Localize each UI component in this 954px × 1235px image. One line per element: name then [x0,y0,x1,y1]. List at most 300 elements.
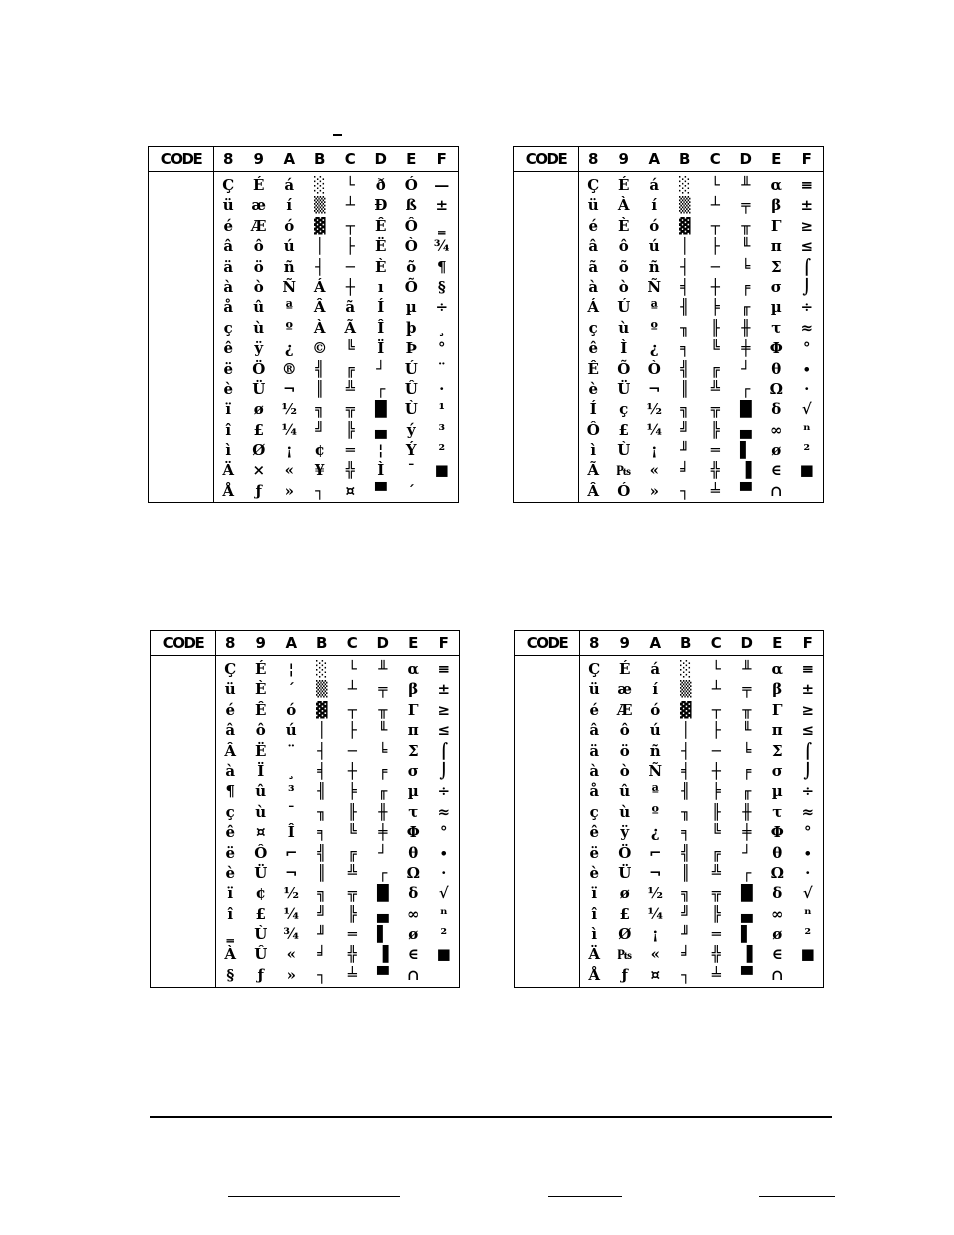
char-cell: ░ [315,660,328,678]
char-cell: ╣ [315,359,325,378]
char-cell: ┴ [347,680,357,699]
char-column [670,175,701,501]
char-cell: ╨ [378,660,388,678]
char-cell: ù [253,318,265,337]
char-cell: ═ [710,441,720,460]
char-cell: ‗ [438,216,446,235]
char-cell: ç [619,400,629,419]
char-column [246,659,277,985]
char-cell: ╝ [680,420,690,439]
col-header: F [438,634,449,652]
char-cell: ╟ [347,802,357,821]
column-headers [215,631,459,655]
char-cell: í [652,680,659,699]
char-cell: ê [589,823,600,842]
char-cell: Ú [617,298,631,317]
char-cell: î [225,420,232,439]
char-cell: ¼ [283,904,300,923]
char-cell: └ [345,176,355,194]
char-cell: Ë [255,741,267,760]
char-cell: ┐ [315,481,325,500]
char-cell: ╕ [317,823,327,842]
char-cell: ║ [315,379,325,398]
col-header: E [408,634,419,652]
char-cell: ª [650,298,658,317]
char-cell: º [650,318,658,337]
char-cell: ▐ [376,945,389,964]
char-cell: ⌡ [802,277,812,296]
char-cell: Â [313,298,326,317]
code-label: CODE [515,631,580,655]
char-cell: ä [223,257,234,276]
char-cell: ¤ [255,823,266,842]
char-cell: Ï [377,339,385,358]
char-cell: î [227,904,234,923]
char-cell: ╩ [345,379,355,398]
char-cell: ■ [436,945,451,964]
char-cell: θ [771,359,782,378]
char-cell: Ë [375,237,387,256]
column-headers [578,147,823,171]
col-header: C [709,150,721,168]
char-cell: Ω [769,379,783,398]
char-cell: ¡ [651,925,659,944]
char-cell: ║ [680,379,690,398]
col-header: D [374,150,387,168]
char-cell: ║ [681,863,691,882]
char-cell: ╡ [681,761,691,780]
column-headers [579,631,823,655]
col-header: C [710,634,722,652]
char-cell: î [591,904,598,923]
char-cell: ° [440,823,448,842]
char-cell: á [284,176,295,194]
char-cell: ü [222,196,234,215]
char-cell: ╢ [680,298,690,317]
char-cell: ╨ [742,660,752,678]
char-cell: « [649,461,659,480]
char-cell: ■ [799,461,814,480]
char-cell: ≥ [800,216,814,235]
char-cell: ² [440,925,448,944]
char-cell: ╕ [680,339,690,358]
char-cell: ╚ [710,339,720,358]
char-cell: ÿ [620,823,630,842]
char-column [610,659,641,985]
char-cell: ╒ [742,761,752,780]
char-cell: ¾ [433,237,450,256]
char-cell: ▓ [679,700,692,719]
char-cell: ∈ [770,461,782,480]
char-cell: ± [437,680,451,699]
col-header: A [285,634,298,652]
char-cell: α [770,176,783,194]
char-cell: ² [803,441,811,460]
char-column [671,659,702,985]
char-cell: ƒ [257,965,264,984]
char-cell: ú [648,237,660,256]
char-cell: ╝ [681,904,691,923]
char-cell: ░ [678,176,691,194]
char-column [429,659,460,985]
footer-underline-left [228,1196,400,1197]
char-cell: └ [711,660,721,678]
char-column [579,659,610,985]
char-cell: ╖ [317,802,327,821]
col-header: D [376,634,389,652]
char-cell: À [617,196,630,215]
char-cell: £ [255,904,266,923]
char-cell: Ñ [647,277,662,296]
char-cell: ▐ [739,461,752,480]
char-cell: û [619,782,631,801]
char-cell: ╚ [347,823,357,842]
char-cell: Ô [404,216,418,235]
char-cell: ╓ [741,298,751,317]
char-cell: © [312,339,328,358]
char-cell: è [588,379,599,398]
char-cell: Ñ [282,277,297,296]
char-cell [792,481,823,501]
char-cell: ≡ [801,660,815,678]
char-cell: ─ [711,741,721,760]
char-cell: ├ [347,721,357,740]
char-cell: ╪ [741,339,751,358]
char-cell: ¾ [283,925,300,944]
char-cell: í [286,196,293,215]
char-cell: π [770,237,782,256]
char-cell: ╙ [742,721,752,740]
char-cell: ┬ [345,216,355,235]
char-cell: ´ [287,680,295,699]
char-cell: » [286,965,296,984]
char-cell: ¨ [287,741,295,760]
char-cell: Φ [770,823,784,842]
char-cell: Í [377,298,385,317]
char-cell: Â [587,481,600,500]
char-cell: ¥ [314,461,325,480]
col-header: E [771,150,782,168]
char-cell: ╝ [315,420,325,439]
char-cell: å [589,782,600,801]
char-cell: ╙ [378,721,388,740]
char-cell: ╞ [347,782,357,801]
char-cell: ≤ [801,721,815,740]
char-cell: ╢ [681,782,691,801]
char-cell: ╛ [680,461,690,480]
char-column [307,659,338,985]
char-cell: ç [223,318,233,337]
char-cell: º [285,318,293,337]
code-table-2 [513,146,824,503]
char-cell: ▒ [679,680,692,699]
char-cell: ¦ [378,441,384,460]
char-cell: Ü [254,863,268,882]
char-cell: « [650,945,660,964]
char-cell: ┘ [742,843,752,862]
char-cell: ß [405,196,417,215]
char-cell: ▀ [374,481,387,500]
char-cell: ê [588,339,599,358]
char-cell: ¶ [436,257,447,276]
char-cell: ê [225,823,236,842]
char-cell: ░ [313,176,326,194]
char-column [700,175,731,501]
code-label: CODE [151,631,216,655]
char-cell: ╖ [681,802,691,821]
char-cell: ¯ [287,802,295,821]
char-cell: à [588,277,599,296]
char-cell: Ã [587,461,600,480]
char-cell: ╔ [347,843,357,862]
char-cell: á [649,176,660,194]
char-column [274,175,305,501]
char-cell: √ [801,400,812,419]
char-cell: Á [313,277,326,296]
char-column [639,175,670,501]
char-cell: ≥ [801,700,815,719]
char-cell: ¡ [650,441,658,460]
char-cell: │ [681,721,691,740]
code-table-3 [150,630,460,988]
char-cell: Þ [405,339,417,358]
char-cell: ¿ [650,823,660,842]
char-cell: Ü [252,379,266,398]
char-cell: ╩ [347,863,357,882]
char-cell: ╗ [681,884,691,903]
char-cell: ▀ [740,965,753,984]
char-column [427,175,458,501]
char-cell: » [649,481,659,500]
char-cell: ƒ [255,481,262,500]
char-cell: ╘ [741,257,751,276]
char-cell: Ω [406,863,420,882]
char-cell: ▒ [315,680,328,699]
char-cell: ╠ [347,904,357,923]
char-cell: ä [589,741,600,760]
char-cell: ° [803,339,811,358]
col-header: D [740,634,753,652]
char-cell: ╓ [378,782,388,801]
char-cell: ╣ [681,843,691,862]
char-cell: ╨ [741,176,751,194]
char-cell: ≤ [800,237,814,256]
char-cell: │ [317,721,327,740]
character-grid [215,659,459,985]
char-cell: ╬ [347,945,357,964]
char-cell: ╟ [710,318,720,337]
col-header: F [801,150,812,168]
char-cell: ≈ [801,802,815,821]
char-cell: θ [772,843,783,862]
char-cell: ╩ [710,379,720,398]
char-cell: ï [227,884,234,903]
char-cell: ù [619,802,631,821]
char-cell: τ [408,802,419,821]
char-cell: ┌ [378,863,388,882]
char-cell: ■ [434,461,449,480]
char-cell: ç [589,802,599,821]
char-cell: Ø [618,925,632,944]
char-cell: · [439,379,445,398]
char-cell: Ù [617,441,631,460]
char-cell: ╔ [710,359,720,378]
char-cell: ¼ [646,420,663,439]
char-cell: ┌ [742,863,752,882]
char-cell: ⁿ [802,420,811,439]
char-cell: ¡ [285,441,293,460]
char-cell: ⁿ [439,904,448,923]
char-cell: ╬ [710,461,720,480]
char-cell: ª [651,782,659,801]
char-cell: ╜ [317,925,327,944]
char-cell: ∙ [803,843,812,862]
char-cell: æ [251,196,267,215]
col-header: 8 [225,634,236,652]
char-cell: ü [588,680,600,699]
char-cell: § [226,965,235,984]
char-cell: ° [438,339,446,358]
char-column [213,175,244,501]
char-cell: Á [587,298,600,317]
char-cell: · [804,379,810,398]
col-header: A [648,150,661,168]
char-cell: ╔ [711,843,721,862]
char-cell: ├ [345,237,355,256]
char-cell: £ [619,904,630,923]
char-cell: ▓ [313,216,326,235]
char-cell: ± [801,680,815,699]
char-cell: ø [253,400,264,419]
char-cell: ╪ [742,823,752,842]
char-cell: à [589,761,600,780]
char-cell: τ [771,318,782,337]
char-cell: Ö [252,359,266,378]
char-cell: ┴ [345,196,355,215]
char-cell: ╒ [741,277,751,296]
char-cell: ╗ [315,400,325,419]
char-cell: ┬ [347,700,357,719]
char-cell: ù [255,802,267,821]
char-cell: ▀ [376,965,389,984]
char-cell: δ [772,884,783,903]
char-cell: ¬ [648,863,662,882]
char-cell: ∙ [439,843,448,862]
char-cell: í [651,196,658,215]
char-cell: ╖ [680,318,690,337]
char-cell: ≡ [437,660,451,678]
char-cell: õ [406,257,417,276]
char-cell: ≤ [437,721,451,740]
footer-underline-right [759,1196,835,1197]
char-cell: Î [287,823,295,842]
char-cell: £ [253,420,264,439]
char-cell: █ [739,400,752,419]
col-header: 9 [618,150,629,168]
char-cell: ë [589,843,600,862]
char-cell: ╘ [742,741,752,760]
char-cell: · [805,863,811,882]
char-cell: ∩ [770,965,784,984]
char-cell: ü [224,680,236,699]
char-cell: ╪ [378,823,388,842]
char-cell: ╞ [710,298,720,317]
char-cell: — [434,176,450,194]
char-cell: ã [588,257,599,276]
char-cell: é [588,216,599,235]
char-cell: â [223,237,234,256]
char-cell: ╗ [317,884,327,903]
char-cell: Ó [404,176,418,194]
char-cell: ╦ [711,884,721,903]
char-cell: ÷ [437,782,451,801]
char-cell: ö [253,257,264,276]
char-cell: ª [285,298,293,317]
char-cell: ┤ [680,257,690,276]
col-header: 8 [588,150,599,168]
char-cell: √ [438,884,449,903]
char-cell: µ [771,782,783,801]
char-cell: δ [408,884,419,903]
char-cell: Õ [617,359,631,378]
char-cell: ⌡ [803,761,813,780]
char-cell: ▄ [376,904,389,923]
col-header: C [344,150,356,168]
char-cell: ¸ [438,318,446,337]
char-cell: ▄ [374,420,387,439]
char-cell: τ [772,802,783,821]
char-cell: ╧ [710,481,720,500]
char-cell: ò [618,277,629,296]
char-cell: ì [590,441,597,460]
char-cell: ¿ [284,339,294,358]
char-cell: « [286,945,296,964]
char-cell: ‗ [226,925,234,944]
char-cell: ╦ [710,400,720,419]
char-cell: α [771,660,784,678]
char-cell: Ô [254,843,268,862]
char-cell: ╤ [378,680,388,699]
char-column [762,659,793,985]
char-cell: ï [225,400,232,419]
char-cell: ô [253,237,264,256]
char-cell: │ [680,237,690,256]
char-cell: ┌ [376,379,386,398]
char-cell: Â [224,741,237,760]
char-cell: ∩ [406,965,420,984]
char-cell: █ [740,884,753,903]
char-cell: ⌠ [802,257,812,276]
col-header: 9 [253,150,264,168]
char-cell: ¯ [407,461,415,480]
char-cell: É [253,176,265,194]
char-cell: À [313,318,326,337]
char-cell: ┼ [347,761,357,780]
char-cell: ╘ [378,741,388,760]
char-cell: ┤ [317,741,327,760]
char-cell: ╟ [711,802,721,821]
col-header: 8 [223,150,234,168]
char-column [731,175,762,501]
char-cell: α [407,660,420,678]
char-cell: ▒ [678,196,691,215]
char-column [793,659,824,985]
char-cell: ¸ [287,761,295,780]
char-cell: ë [225,843,236,862]
code-label: CODE [514,147,579,171]
char-cell: ñ [283,257,295,276]
char-cell: ¤ [650,965,661,984]
